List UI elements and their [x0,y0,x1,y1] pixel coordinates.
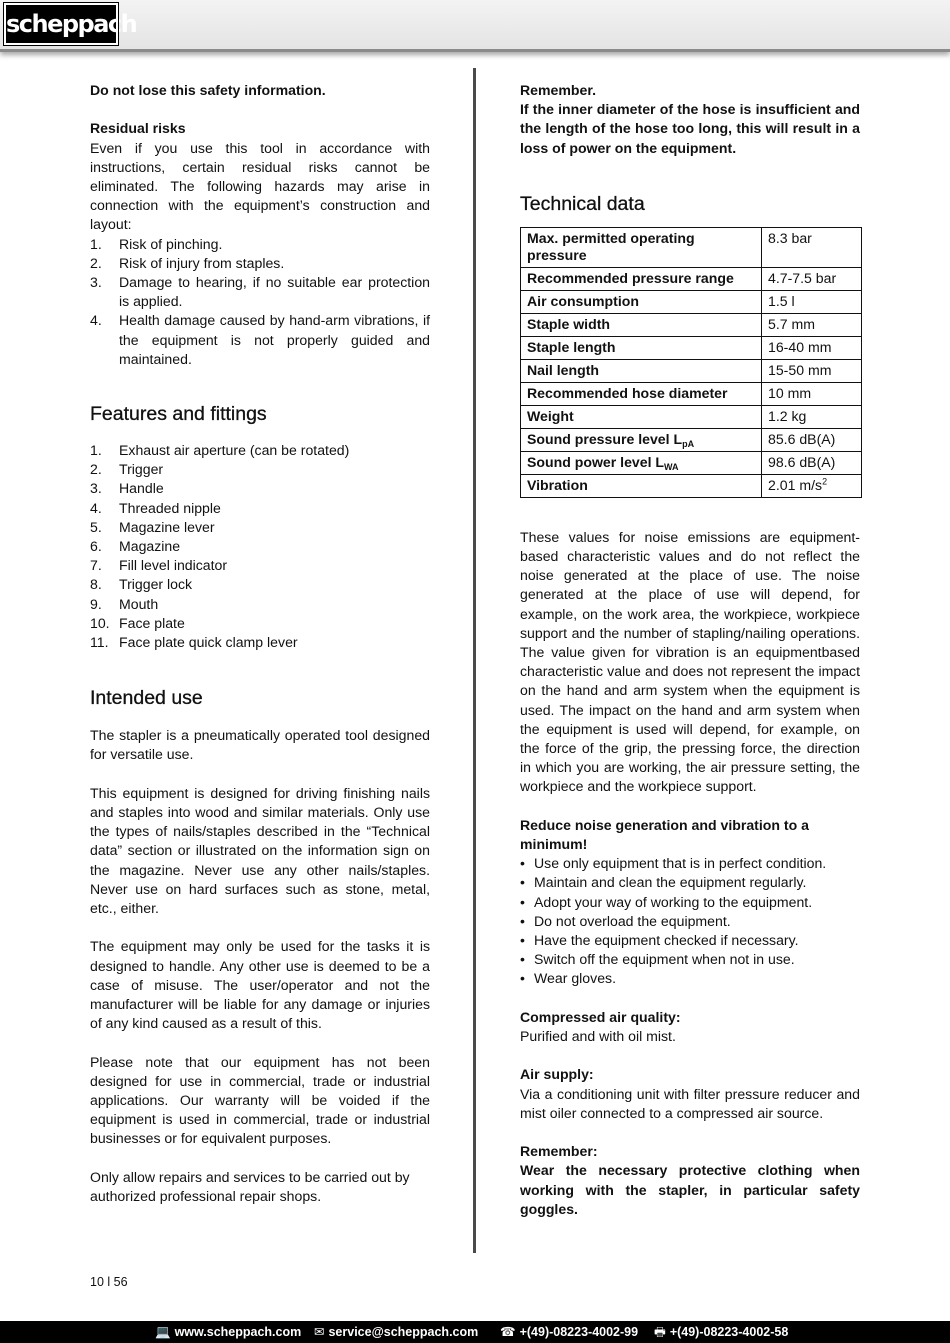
list-item: 2. Risk of injury from staples. [90,254,285,271]
telephone-icon: ☎ [500,1325,516,1339]
intended-use-paragraph: Only allow repairs and services to be carried out by authorized professional repair shops. [90,1168,410,1205]
intended-use-paragraph: The equipment may only be used for the tasks it is designed to handle. Any other use is deemed to be a case of misuse. The user/operator and not the manufacturer will be liable for any damage or injuries of any kind caused as a result of this. [90,938,430,1032]
list-item: • Do not overload the equipment. [520,912,731,929]
remember-text: Wear the necessary protective clothing when working with the stapler, in particular safety goggles. [520,1162,860,1217]
list-item: • Maintain and clean the equipment regularly. [520,874,807,891]
list-item: • Use only equipment that is in perfect condition. [520,855,827,872]
table-row: Weight 1.2 kg [521,405,862,428]
reduce-noise-title: Reduce noise generation and vibration to a minimum! [520,816,809,853]
reduce-noise-list [520,854,860,988]
remember-text: If the inner diameter of the hose is insufficient and the length of the hose too long, this will result in a loss of power on the equipment. [520,101,860,156]
page-number: 10 l 56 [90,1275,128,1289]
email-link[interactable]: ✉ service@scheppach.com [314,1325,479,1339]
list-item: 1. Risk of pinching. [90,235,223,252]
list-item: 1. Exhaust air aperture (can be rotated) [90,442,350,459]
features-heading: Features and fittings [90,403,267,426]
table-row: Max. permitted operating pressure 8.3 bar [521,227,862,267]
remember-title: Remember. [520,82,596,98]
list-item: 10. Face plate [90,614,185,631]
list-item: 5. Magazine lever [90,518,215,535]
envelope-icon: ✉ [314,1325,325,1339]
page-header [0,0,950,52]
air-supply-title: Air supply: [520,1066,594,1083]
intended-use-paragraph: Please note that our equipment has not been designed for use in commercial, trade or industrial applications. Our warranty will be voided if the equipment is used in commercial, trade or industrial businesses or for equivalent purposes. [90,1053,430,1147]
list-item: 3. Handle [90,480,164,497]
remember-title: Remember: [520,1143,598,1160]
page-footer [0,1321,950,1343]
table-row: Vibration 2.01 $m/s^2$ [521,474,862,497]
left-column [90,81,430,1206]
residual-risks-title: Residual risks [90,120,186,137]
phone-number: ☎ +(49)-08223-4002-99 [500,1325,639,1339]
table-row: Air consumption 1.5 l [521,290,862,313]
table-row: Recommended hose diameter 10 mm [521,382,862,405]
table-row: Sound power level $L_{WA}$ 98.6 dB(A) [521,451,862,474]
intended-use-paragraph: The stapler is a pneumatically operated tool designed for versatile use. [90,727,430,763]
website-link[interactable]: 💻 www.scheppach.com [155,1325,302,1339]
technical-data-heading: Technical data [520,192,645,215]
residual-risks-text: Even if you use this tool in accordance with instructions, certain residual risks cannot be eliminated. The following hazards may arise in connection with the equipment’s construction and layout: [90,139,430,233]
right-column [520,81,860,1219]
intended-use-heading: Intended use [90,687,203,710]
scheppach-logo: scheppach [4,3,118,45]
technical-data-table [520,227,862,498]
list-item: 4. Threaded nipple [90,499,221,516]
intended-use-paragraph: This equipment is designed for driving finishing nails and staples into wood and similar materials. Only use the types of nails/staples described in the “Technical data” section or illustrated on the information sign on the magazine. Never use any other nails/staples. Never use on hard surfaces such as stone, metal, etc., either. [90,784,430,917]
table-row: Nail length 15-50 mm [521,359,862,382]
list-item: 6. Magazine [90,538,181,555]
list-item: 11. Face plate quick clamp lever [90,634,298,651]
list-item: 3. Damage to hearing, if no suitable ear protection is applied. [90,274,430,310]
list-item: 4. Health damage caused by hand-arm vibrations, if the equipment is not properly guided and maintained. [90,312,430,367]
air-quality-text: Purified and with oil mist. [520,1028,676,1045]
list-item: 7. Fill level indicator [90,557,228,574]
noise-emission-text: These values for noise emissions are equipment-based characteristic values and do not reflect the noise generated at the place of use. The noise generated at the place of use will depend, for example, on the work area, the workpiece, workpiece support and the number of stapling/nailing operations. The value given for vibration is an equipmentbased characteristic value and does not represent the impact on the hand and arm system when the equipment is used. The impact on the hand and arm system when the equipment is used will depend, for example, on the force of the grip, the pressing force, the direction in which you are working, the air pressure setting, the workpiece and the workpiece support. [520,528,860,795]
list-item: • Adopt your way of working to the equipment. [520,893,813,910]
list-item: 9. Mouth [90,595,159,612]
risk-list [90,235,430,369]
air-quality-title: Compressed air quality: [520,1008,681,1025]
list-item: • Switch off the equipment when not in use. [520,951,795,968]
computer-icon: 💻 [155,1325,171,1339]
list-item: 2. Trigger [90,461,164,478]
table-row: Recommended pressure range 4.7-7.5 bar [521,267,862,290]
safety-note: Do not lose this safety information. [90,82,326,98]
air-supply-text: Via a conditioning unit with filter pressure reducer and mist oiler connected to a compressed air source. [520,1085,860,1121]
fax-number: 🖶 +(49)-08223-4002-58 [654,1325,789,1339]
list-item: 8. Trigger lock [90,576,193,593]
table-row: Staple width 5.7 mm [521,313,862,336]
list-item: • Have the equipment checked if necessary. [520,932,799,949]
column-divider [473,68,476,1253]
fax-icon: 🖶 [654,1325,666,1339]
list-item: • Wear gloves. [520,970,616,987]
features-list [90,441,430,652]
table-row: Sound pressure level $L_{pA}$ 85.6 dB(A) [521,428,862,451]
table-row: Staple length 16-40 mm [521,336,862,359]
